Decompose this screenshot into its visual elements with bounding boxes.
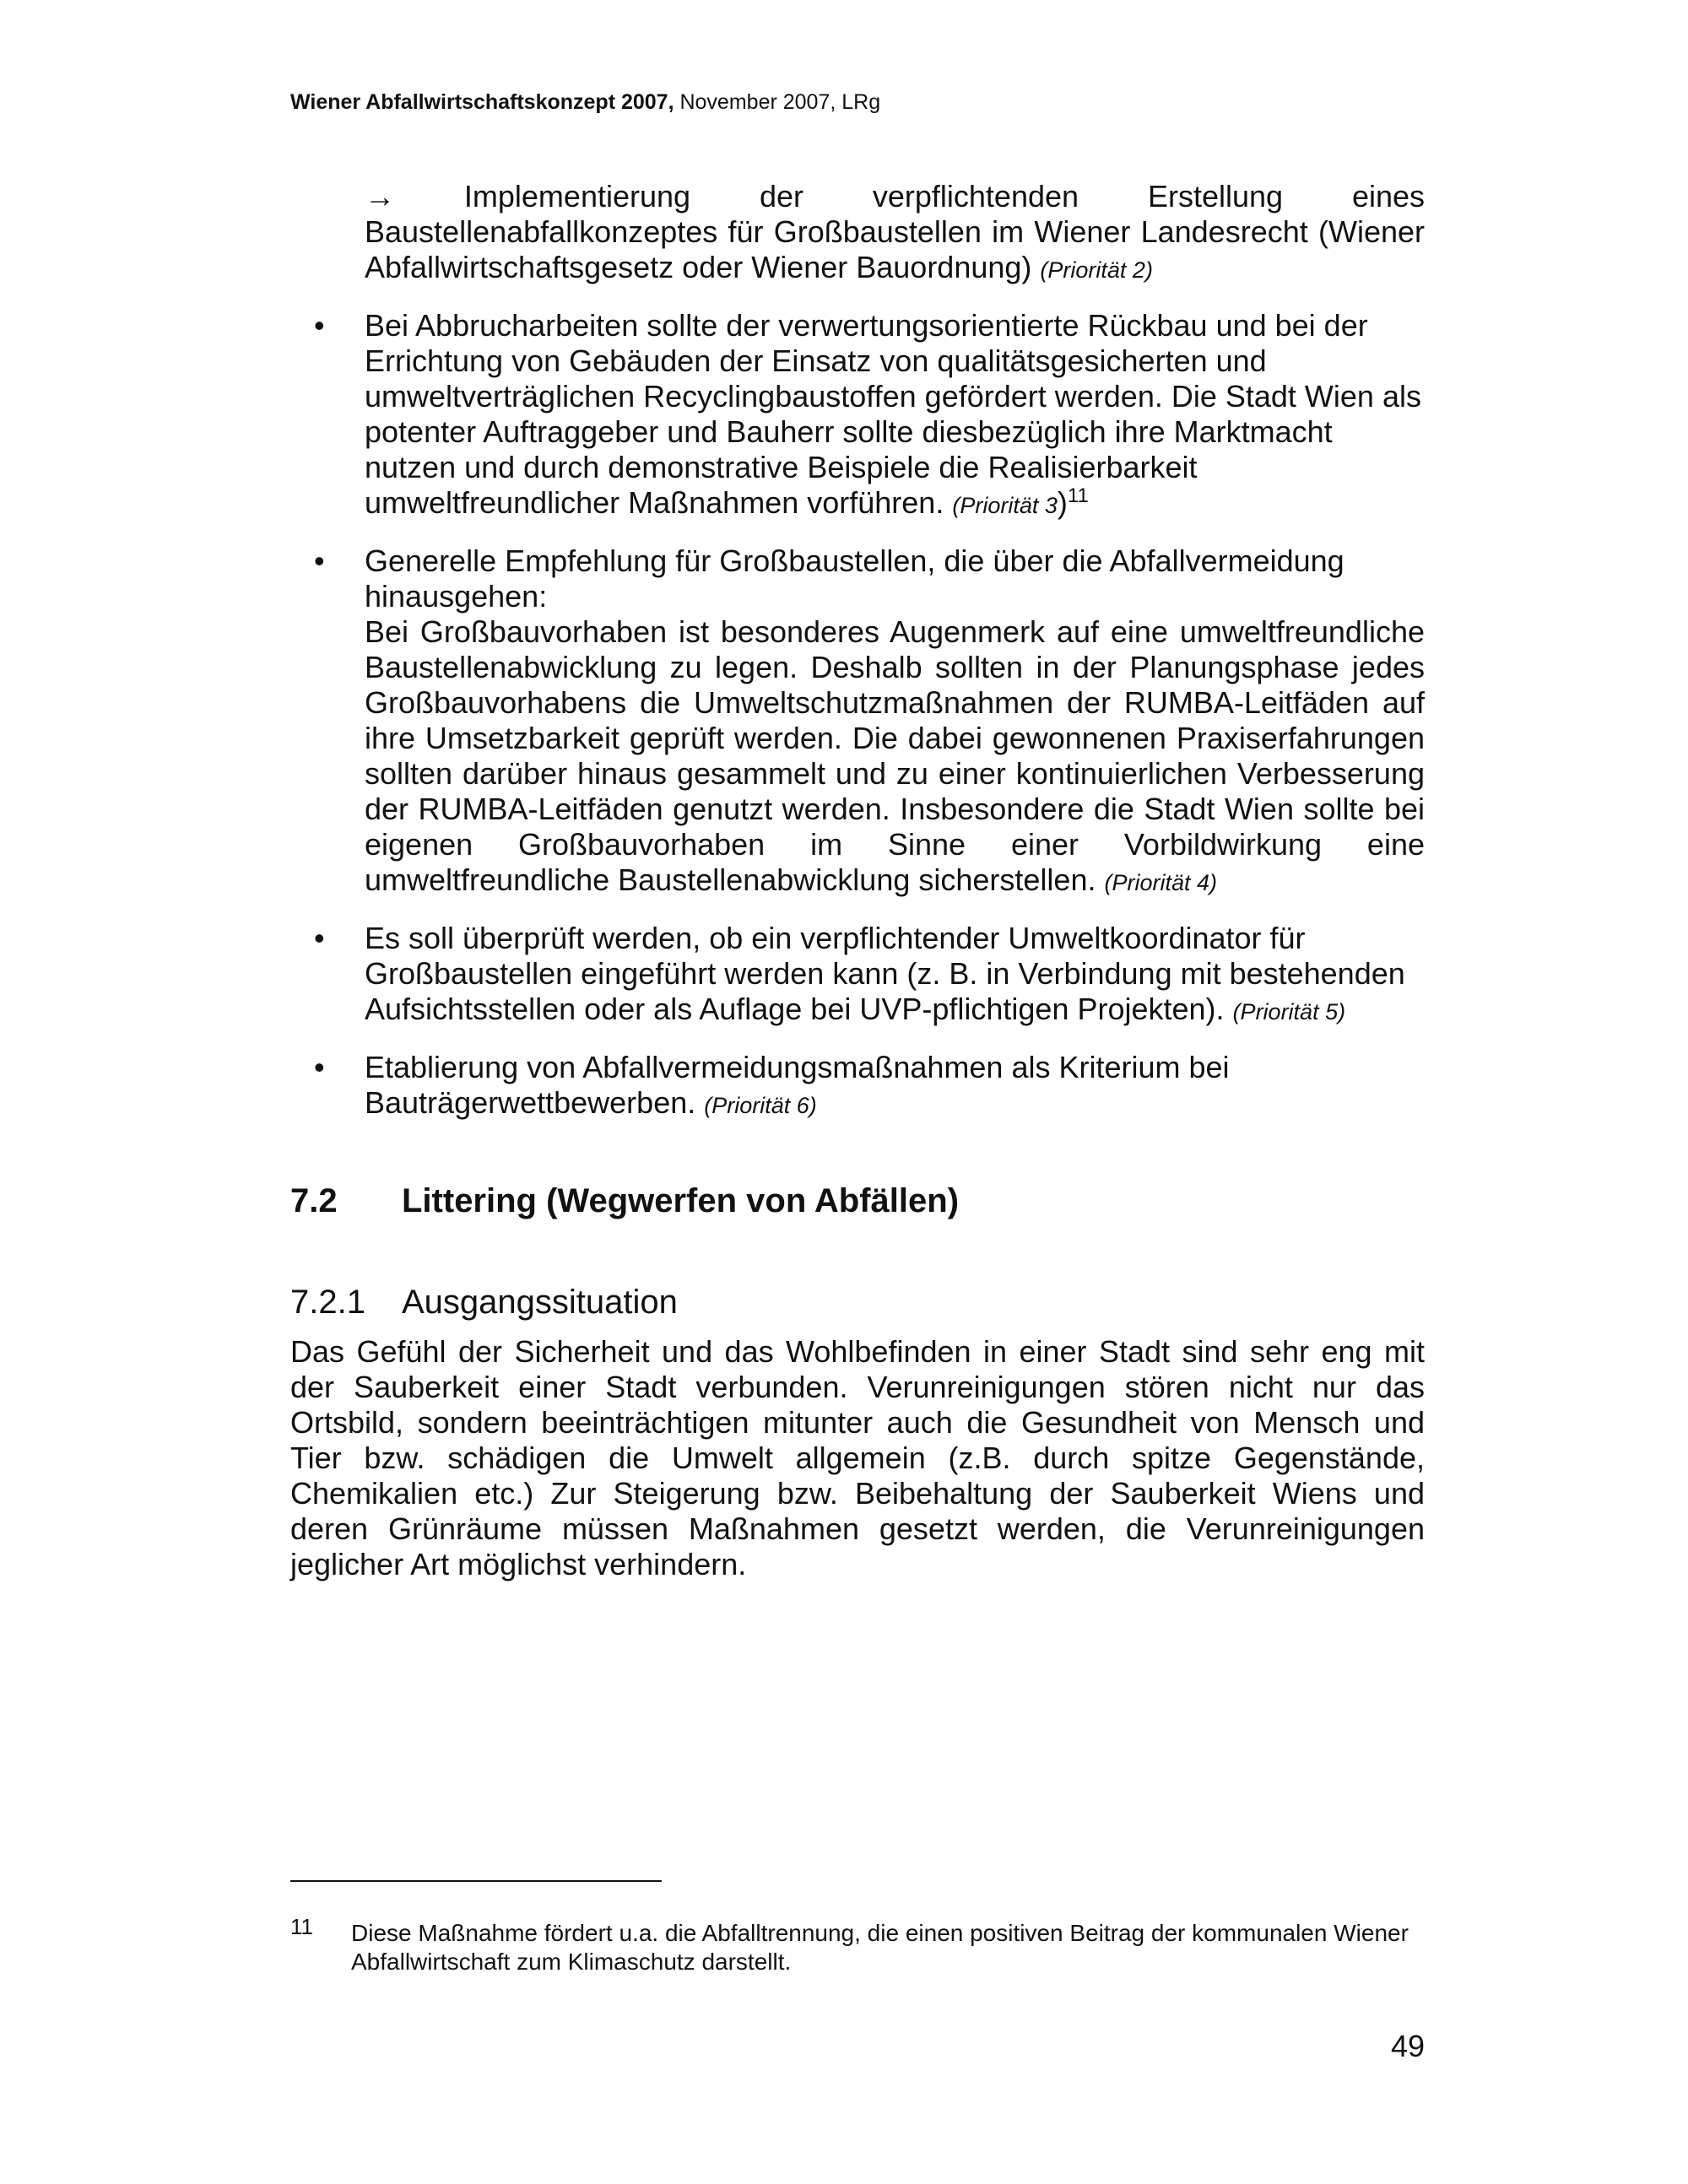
list-item-text-block xyxy=(365,614,1425,900)
list-item-text-block xyxy=(365,1050,1425,1123)
section-heading xyxy=(290,1181,1425,1221)
subsection-title: Ausgangssituation xyxy=(402,1284,678,1321)
list-item-intro: Generelle Empfehlung für Großbaustellen, die über die Abfallvermeidung hinausgehen: xyxy=(365,543,1344,614)
bullet-icon: • xyxy=(314,921,325,955)
arrow-item-text: Implementierung der verpflichtenden Erstellung eines Baustellenabfallkonzeptes für Großbaustellen im Wiener Landesrecht (Wiener Abfallwirtschaftsgesetz oder Wiener Bauordnung) xyxy=(365,179,1425,284)
subsection-heading xyxy=(290,1282,1425,1322)
list-item-text: Etablierung von Abfallvermeidungsmaßnahmen als Kriterium bei Bauträgerwettbewerben. xyxy=(365,1050,1230,1120)
page-number: 49 xyxy=(1390,2029,1425,2063)
bullet-icon: • xyxy=(314,308,325,343)
list-item-text: Es soll überprüft werden, ob ein verpflichtender Umweltkoordinator für Großbaustellen eingeführt werden kann (z. B. in Verbindung mit bestehenden Aufsichtsstellen oder als Auflage bei UVP-pflichtigen Projekten). xyxy=(365,921,1405,1026)
section-title: Littering (Wegwerfen von Abfällen) xyxy=(402,1182,960,1219)
list-item xyxy=(290,921,1425,1030)
priority-label: (Priorität 5) xyxy=(1232,999,1346,1024)
list-item-text: Bei Abbrucharbeiten sollte der verwertungsorientierte Rückbau und bei der Errichtung von Gebäuden der Einsatz von qualitätsgesicherten und umweltverträglichen Recyclingbaustoffen gefördert werden. Die Stadt Wien als potenter Auftraggeber und Bauherr sollte diesbezüglich ihre Marktmacht nutzen und durch demonstrative Beispiele die Realisierbarkeit umweltfreundlicher Maßnahmen vorführen. xyxy=(365,308,1421,520)
footnote-text: Diese Maßnahme fördert u.a. die Abfalltrennung, die einen positiven Beitrag der kommunalen Wiener Abfallwirtschaft zum Klimaschutz darstellt. xyxy=(351,1920,1409,1975)
header-title: Wiener Abfallwirtschaftskonzept 2007, xyxy=(290,90,674,114)
priority-label: (Priorität 4) xyxy=(1104,870,1217,895)
priority-close: ) xyxy=(1057,485,1068,520)
section-number: 7.2 xyxy=(290,1182,338,1219)
list-item xyxy=(290,308,1425,523)
subsection-number: 7.2.1 xyxy=(290,1284,365,1321)
list-item-text-block xyxy=(365,921,1425,1030)
list-item-text-block xyxy=(365,308,1425,523)
priority-label: (Priorität 3 xyxy=(952,493,1058,518)
footnote-number: 11 xyxy=(290,1914,313,1939)
body-paragraph: Das Gefühl der Sicherheit und das Wohlbefinden in einer Stadt sind sehr eng mit der Sauberkeit einer Stadt verbunden. Verunreinigungen stören nicht nur das Ortsbild, sondern beeinträchtigen mitunter auch die Gesundheit von Mensch und Tier bzw. schädigen die Umwelt allgemein (z.B. durch spitze Gegenstände, Chemikalien etc.) Zur Steigerung bzw. Beibehaltung der Sauberkeit Wiens und deren Grünräume müssen Maßnahmen gesetzt werden, die Verunreinigungen jeglicher Art möglichst verhindern. xyxy=(290,1334,1425,1581)
main-content xyxy=(290,179,1425,1613)
bullet-icon: • xyxy=(314,543,325,578)
list-item xyxy=(290,1050,1425,1123)
header-date: November 2007, LRg xyxy=(674,90,881,114)
right-arrow-icon: → xyxy=(365,179,395,214)
footnote xyxy=(290,1914,1425,1976)
priority-label: (Priorität 6) xyxy=(704,1093,817,1118)
arrow-item xyxy=(365,179,1425,288)
list-item-text: Bei Großbauvorhaben ist besonderes Augenmerk auf eine umweltfreundliche Baustellenabwicklung zu legen. Deshalb sollten in der Planungsphase jedes Großbauvorhabens die Umweltschutzmaßnahmen der RUMBA-Leitfäden auf ihre Umsetzbarkeit geprüft werden. Die dabei gewonnenen Praxiserfahrungen sollten darüber hinaus gesammelt und zu einer kontinuierlichen Verbesserung der RUMBA-Leitfäden genutzt werden. Insbesondere die Stadt Wien sollte bei eigenen Großbauvorhaben im Sinne einer Vorbildwirkung eine umweltfreundliche Baustellenabwicklung sicherstellen. xyxy=(365,614,1425,897)
list-item xyxy=(290,543,1425,900)
bullet-icon: • xyxy=(314,1050,325,1084)
footnote-divider xyxy=(290,1880,662,1882)
running-header xyxy=(290,88,880,116)
recommendation-list xyxy=(290,308,1425,1123)
footnote-reference[interactable]: 11 xyxy=(1067,484,1089,507)
priority-label: (Priorität 2) xyxy=(1040,257,1153,283)
